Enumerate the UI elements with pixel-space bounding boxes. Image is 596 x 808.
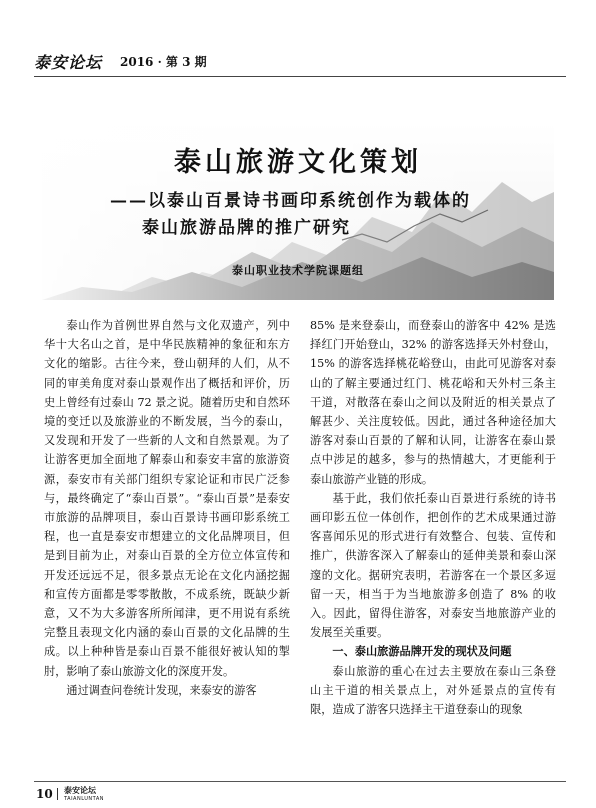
footer-journal-pinyin: TAIANLUNTAN bbox=[64, 796, 104, 802]
article-title: 泰山旅游文化策划 bbox=[174, 147, 422, 178]
footer-journal-logo: 泰安论坛 bbox=[64, 785, 96, 795]
issue-label: 2016 · 第 3 期 bbox=[120, 55, 207, 69]
page-number: 10 bbox=[36, 787, 53, 801]
article-author: 泰山职业技术学院课题组 bbox=[232, 264, 364, 277]
body-column-right bbox=[310, 316, 556, 719]
page-header bbox=[34, 50, 566, 72]
paragraph: 泰山旅游的重心在过去主要放在泰山三条登山主干道的相关景点上，对外延景点的宣传有限，造成了游客只选择主干道登泰山的现象 bbox=[310, 664, 556, 717]
paragraph: 通过调查问卷统计发现，来泰安的游客 bbox=[66, 683, 257, 697]
footer-divider bbox=[34, 781, 566, 782]
journal-logo: 泰安论坛 bbox=[34, 53, 103, 72]
article-subtitle-line2: 泰山旅游品牌的推广研究 bbox=[142, 218, 351, 238]
article-subtitle-line1: ——以泰山百景诗书画印系统创作为载体的 bbox=[110, 191, 471, 211]
paragraph-continued: 85% 是来登泰山，而登泰山的游客中 42% 是选择红门开始登山，32% 的游客选择天外村登山，15% 的游客选择桃花峪登山，由此可见游客对泰山的了解主要通过红门、桃花峪和天外村三条主干道，对散落在泰山之间以及附近的相关景点了解甚少、关注度较低。因此，通过各种途径加大游客对泰山百景的了解和认同，让游客在泰山景点中涉足的越多，参与的热情越大，才更能利于泰山旅游产业链的形成。 bbox=[310, 319, 556, 486]
section-heading: 一、泰山旅游品牌开发的现状及问题 bbox=[332, 644, 512, 659]
header-divider bbox=[34, 76, 566, 77]
paragraph: 泰山作为首例世界自然与文化双遗产，列中华十大名山之首，是中华民族精神的象征和东方文化的缩影。古往今来，登山朝拜的人们，从不同的审美角度对泰山景观作出了概括和评价，历史上曾经有过泰山 72 景之说。随着历史和自然环境的变迁以及旅游业的不断发展，当今的泰山，又发现和开发了一些新的人文和自然景观。为了让游客更加全面地了解泰山和泰安丰富的旅游资源，泰安市有关部门组织专家论证和市民广泛参与，最终确定了“泰山百景”。“泰山百景”是泰安市旅游的品牌项目，泰山百景诗书画印影系统工程，也一直是泰安市想建立的文化品牌项目，但是到目前为止，对泰山百景的全方位立体宣传和开发还远远不足，很多景点无论在文化内涵挖掘和宣传方面都是零零散散，不成系统，既缺少新意，又不为大多游客所所闻津，更不用说有系统完整且表现文化内涵的泰山百景的文化品牌的生成。以上种种皆是泰山百景不能很好被认知的掣肘，影响了泰山旅游文化的深度开发。 bbox=[44, 319, 290, 678]
footer-separator bbox=[57, 788, 58, 800]
body-column-left bbox=[44, 316, 290, 700]
paragraph: 基于此，我们依托泰山百景进行系统的诗书画印影五位一体创作，把创作的艺术成果通过游客喜闻乐见的形式进行有效整合、包装、宣传和推广，供游客深入了解泰山的延伸美景和泰山深邃的文化。据研究表明，若游客在一个景区多逗留一天，相当于为当地旅游多创造了 8% 的收入。因此，留得住游客，对泰安当地旅游产业的发展至关重要。 bbox=[310, 491, 556, 640]
